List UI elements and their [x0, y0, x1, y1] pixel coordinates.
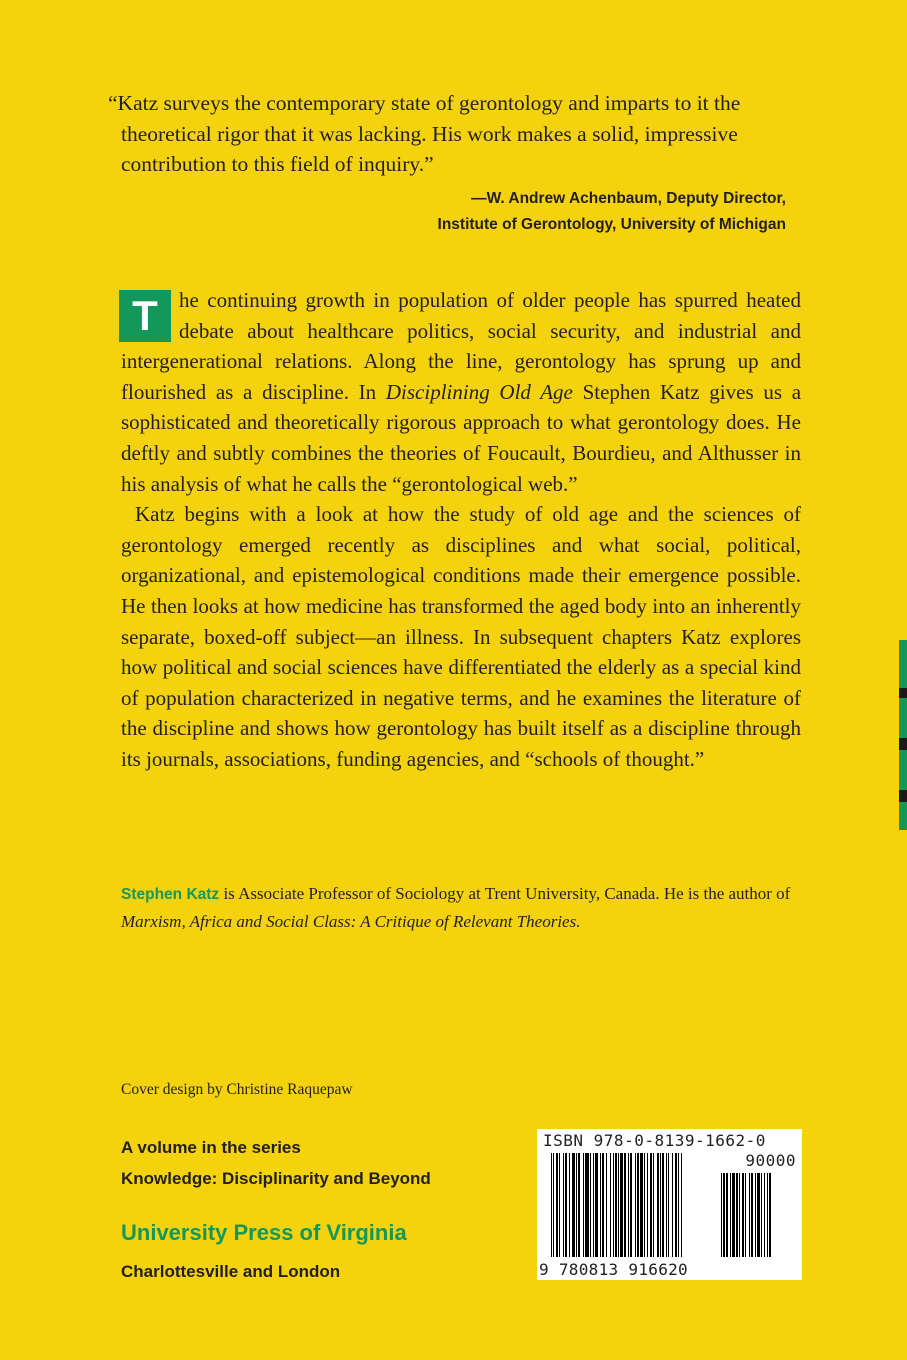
spine-edge-strip [899, 640, 907, 830]
ean-digits: 9 780813 916620 [539, 1260, 688, 1279]
paragraph-1-end: Stephen Katz gives us a sophisticated and theoretically rigorous approach to what gerontology does. He deftly and subtly combines the theories of Foucault, Bourdieu, and Althusser in his analysis of what he calls the “gerontological web.” [121, 379, 802, 496]
description-paragraph-1 [121, 285, 801, 499]
isbn-barcode [537, 1129, 802, 1280]
price-code: 90000 [745, 1151, 796, 1170]
book-title-inline: Disciplining Old Age [385, 379, 573, 404]
author-name: Stephen Katz [121, 886, 220, 903]
paragraph-1-start: he continuing growth in population of older people has spurred heated debate about healthcare politics, social security, and industrial and intergenerational relations. Along the line, gerontology has sprung up and flourished as a discipline. In [121, 288, 801, 404]
series-line-1: A volume in the series [121, 1138, 301, 1157]
quote-attribution-name: —W. Andrew Achenbaum, Deputy Director, [471, 189, 786, 207]
description-paragraph-2: Katz begins with a look at how the study of old age and the sciences of gerontology emerged recently as disciplines and what social, political, organizational, and epistemological conditions made their emergence possible. He then looks at how medicine has transformed the aged body into an inherently separate, boxed-off subject—an illness. In subsequent chapters Katz explores how political and social sciences have differentiated the elderly as a special kind of population characterized in negative terms, and he examines the literature of the discipline and shows how gerontology has built itself as a discipline through its journals, associations, funding agencies, and “schools of thought.” [121, 502, 801, 771]
barcode-bars-icon [551, 1153, 713, 1257]
author-bio [121, 880, 801, 935]
quote-text: “Katz surveys the contemporary state of gerontology and imparts to it the theoretical rigor that it was lacking. His work makes a solid, impressive contribution to this field of inquiry.” [108, 91, 741, 176]
quote-attribution-affiliation: Institute of Gerontology, University of Michigan [437, 215, 786, 233]
isbn-text: ISBN 978-0-8139-1662-0 [543, 1131, 766, 1150]
series-name: Knowledge: Disciplinarity and Beyond [121, 1169, 431, 1188]
author-previous-book: Marxism, Africa and Social Class: A Critique of Relevant Theories. [121, 912, 581, 931]
endorsement-quote [108, 88, 808, 238]
publisher-location: Charlottesville and London [121, 1262, 341, 1281]
publisher-name: University Press of Virginia [121, 1220, 407, 1245]
drop-cap: T [119, 290, 171, 342]
addon-barcode-bars-icon [721, 1173, 791, 1257]
series-info [121, 1132, 431, 1194]
book-description [121, 285, 801, 775]
cover-credit: Cover design by Christine Raquepaw [121, 1081, 353, 1098]
author-bio-text: is Associate Professor of Sociology at Trent University, Canada. He is the author of [219, 884, 791, 903]
